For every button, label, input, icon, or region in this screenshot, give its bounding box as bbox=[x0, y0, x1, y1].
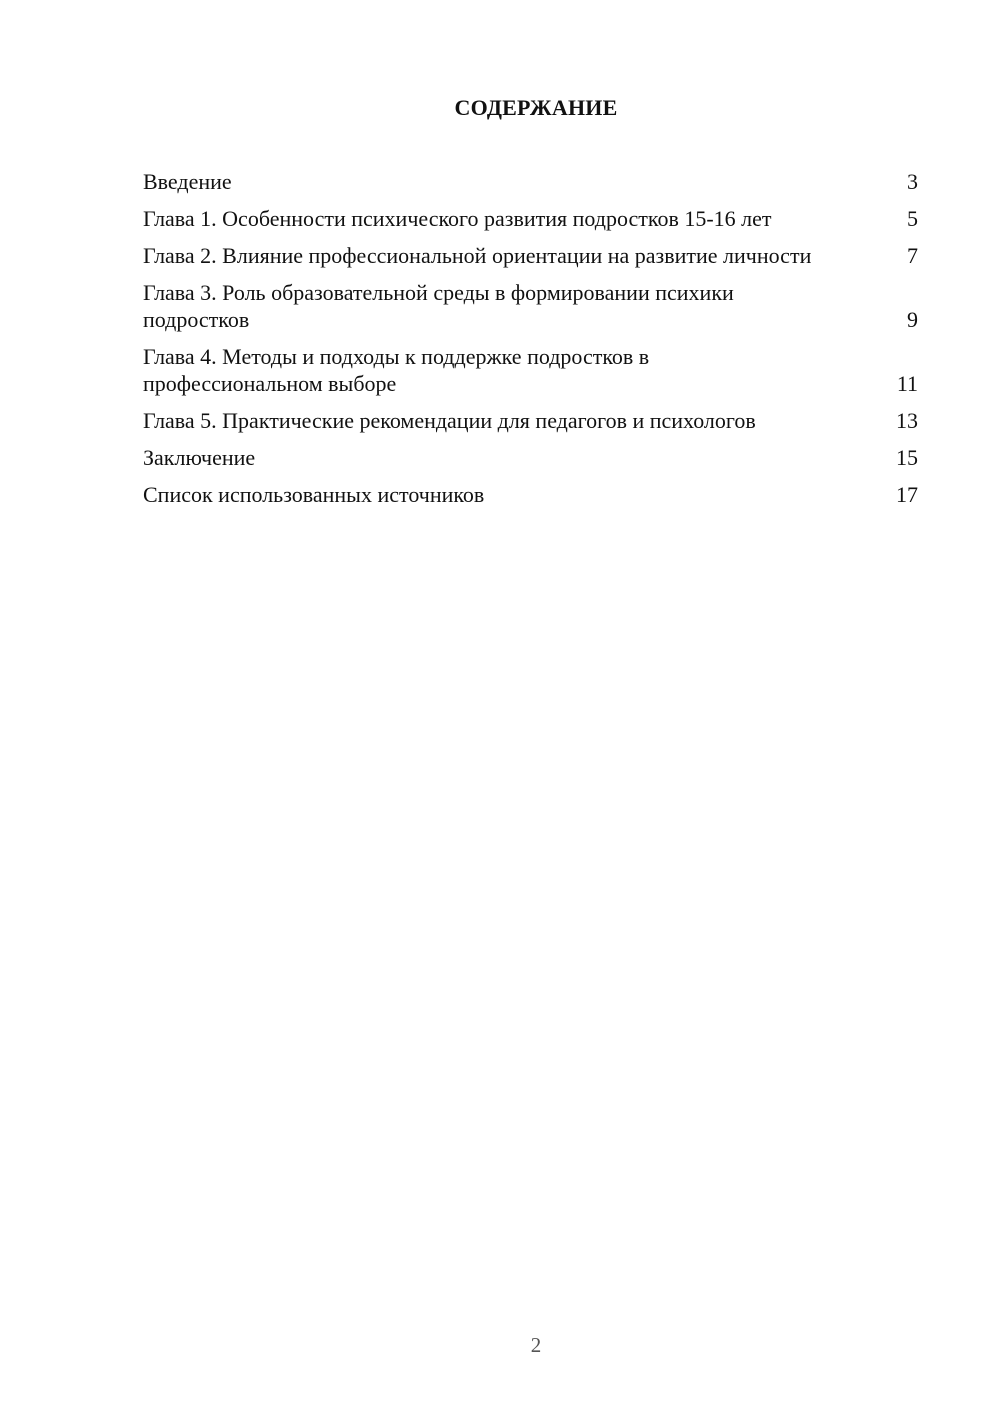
toc-entry-page: 17 bbox=[896, 482, 918, 507]
page-number: 2 bbox=[530, 1333, 542, 1357]
toc-entry-text: Глава 3. Роль образовательной среды в формировании психики подростков bbox=[143, 280, 734, 332]
toc-entry-text: Глава 5. Практические рекомендации для педагогов и психологов bbox=[143, 408, 756, 433]
toc-entry-page: 3 bbox=[907, 169, 918, 194]
toc-entry-text: Список использованных источников bbox=[143, 482, 485, 507]
toc-entry-page: 5 bbox=[907, 206, 918, 231]
toc-entry-conclusion[interactable] bbox=[143, 444, 918, 471]
toc-entry-page: 7 bbox=[907, 243, 918, 268]
toc-entry-page: 9 bbox=[907, 307, 918, 332]
toc-entry-chapter-1[interactable] bbox=[143, 205, 918, 232]
toc-entry-text: Введение bbox=[143, 169, 232, 194]
toc-entry-introduction[interactable] bbox=[143, 168, 918, 195]
toc-entry-references[interactable] bbox=[143, 481, 918, 508]
toc-entry-text: Глава 2. Влияние профессиональной ориентации на развитие личности bbox=[143, 243, 812, 268]
toc-entry-page: 13 bbox=[896, 408, 918, 433]
table-of-contents bbox=[143, 168, 918, 518]
toc-entry-chapter-4[interactable] bbox=[143, 343, 918, 397]
toc-entry-page: 11 bbox=[896, 371, 918, 396]
toc-entry-chapter-5[interactable] bbox=[143, 407, 918, 434]
toc-entry-text: Глава 4. Методы и подходы к поддержке подростков в профессиональном выборе bbox=[143, 344, 650, 396]
toc-entry-text: Заключение bbox=[143, 445, 256, 470]
toc-entry-chapter-2[interactable] bbox=[143, 242, 918, 269]
toc-entry-text: Глава 1. Особенности психического развития подростков 15-16 лет bbox=[143, 206, 772, 231]
toc-entry-chapter-3[interactable] bbox=[143, 279, 918, 333]
page-title: СОДЕРЖАНИЕ bbox=[454, 95, 618, 120]
toc-entry-page: 15 bbox=[896, 445, 918, 470]
